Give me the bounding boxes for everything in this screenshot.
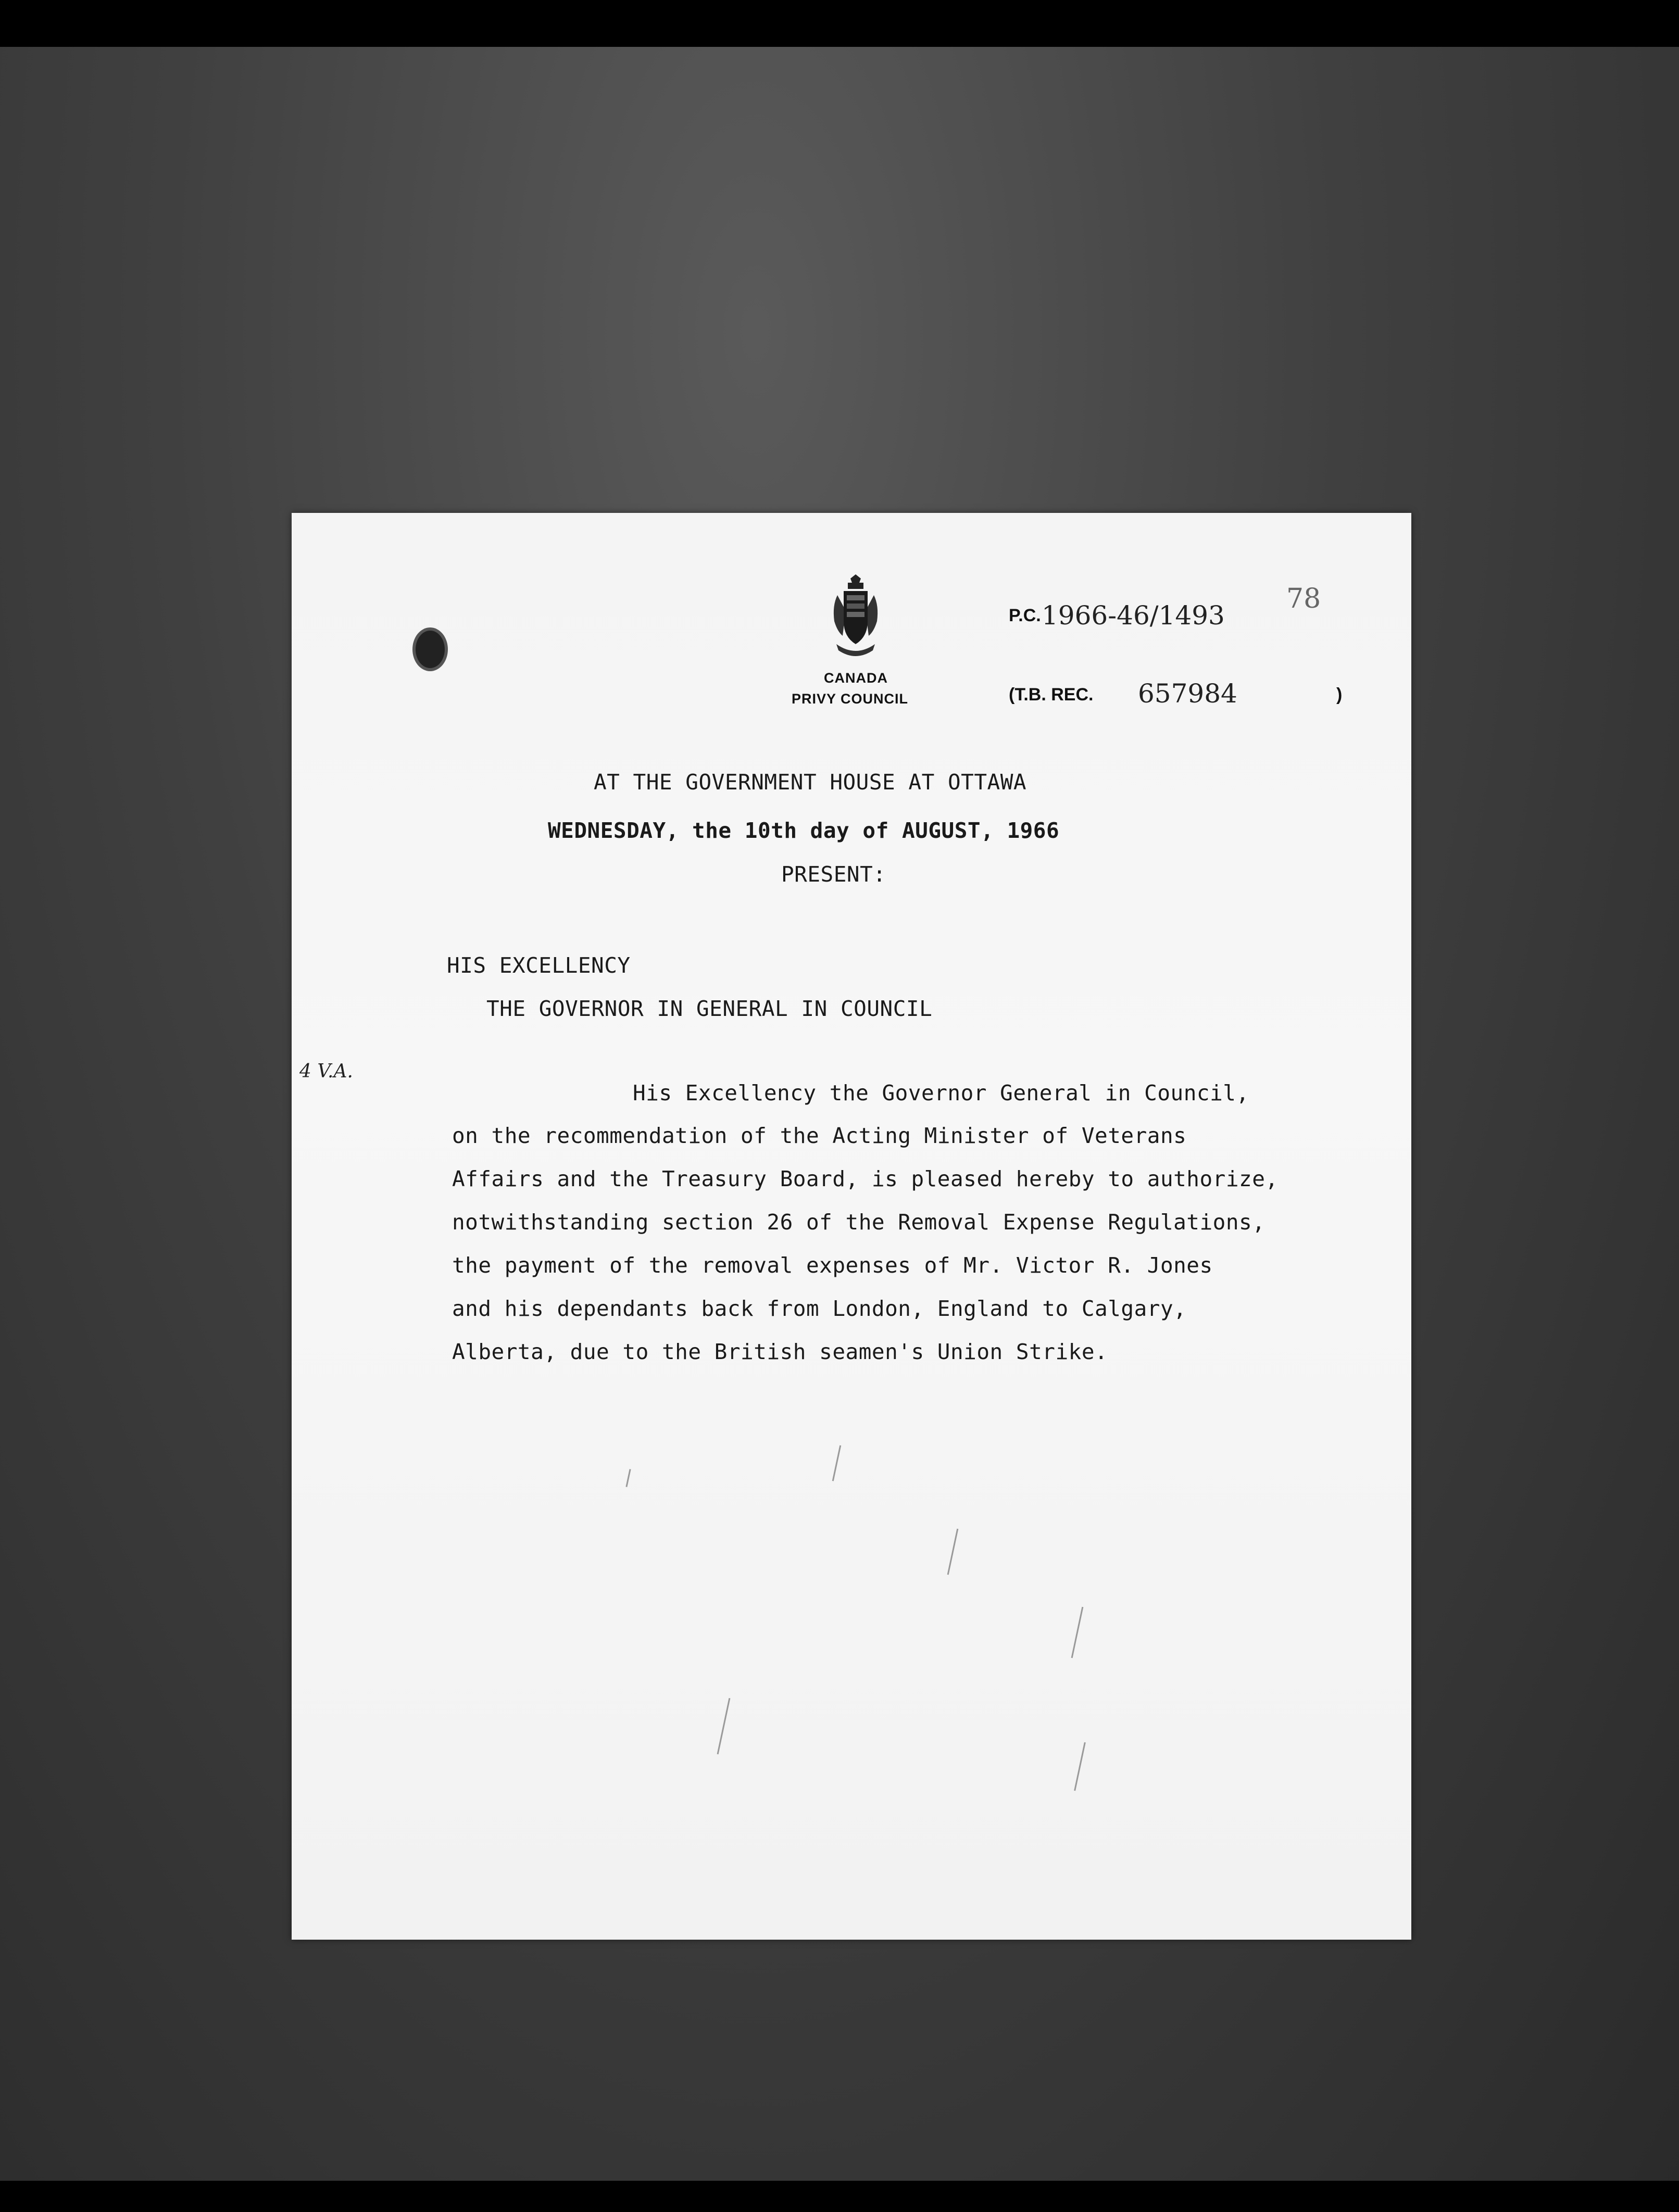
- scratch-mark: [717, 1698, 731, 1754]
- document-page: [292, 513, 1411, 1940]
- body-line-6: and his dependants back from London, England to Calgary,: [452, 1296, 1187, 1321]
- pc-number: 1966-46/1493: [1042, 600, 1225, 631]
- film-border-top: [0, 0, 1679, 47]
- addressee-his-excellency: HIS EXCELLENCY: [447, 953, 631, 978]
- margin-note: 4 V.A.: [299, 1061, 353, 1082]
- crest-caption-privy-council: PRIVY COUNCIL: [792, 691, 909, 707]
- body-line-5: the payment of the removal expenses of Mr. Victor R. Jones: [452, 1253, 1213, 1278]
- body-line-7: Alberta, due to the British seamen's Union Strike.: [452, 1339, 1108, 1364]
- scratch-mark: [1074, 1742, 1086, 1791]
- date-line: WEDNESDAY, the 10th day of AUGUST, 1966: [548, 818, 1060, 843]
- canada-coat-of-arms-icon: [827, 574, 884, 663]
- scratch-mark: [1071, 1607, 1084, 1658]
- scratch-mark: [947, 1529, 959, 1575]
- pc-label: P.C.: [1009, 606, 1041, 625]
- body-line-3: Affairs and the Treasury Board, is pleased hereby to authorize,: [452, 1166, 1279, 1191]
- tb-rec-label: (T.B. REC.: [1009, 685, 1094, 705]
- crest-caption-canada: CANADA: [824, 670, 888, 686]
- scratch-mark: [832, 1445, 841, 1481]
- film-border-bottom: [0, 2181, 1679, 2212]
- place-line: AT THE GOVERNMENT HOUSE AT OTTAWA: [594, 770, 1027, 795]
- tb-rec-close: ): [1336, 685, 1343, 705]
- body-line-1: His Excellency the Governor General in Council,: [633, 1080, 1249, 1105]
- scratch-mark: [625, 1469, 631, 1487]
- tb-rec-number: 657984: [1138, 678, 1237, 709]
- present-label: PRESENT:: [781, 862, 886, 887]
- addressee-governor-in-council: THE GOVERNOR IN GENERAL IN COUNCIL: [486, 996, 933, 1021]
- page-number: 78: [1286, 583, 1321, 614]
- body-line-4: notwithstanding section 26 of the Removal Expense Regulations,: [452, 1210, 1265, 1235]
- punch-hole-icon: [412, 627, 448, 671]
- body-line-2: on the recommendation of the Acting Minister of Veterans: [452, 1123, 1187, 1148]
